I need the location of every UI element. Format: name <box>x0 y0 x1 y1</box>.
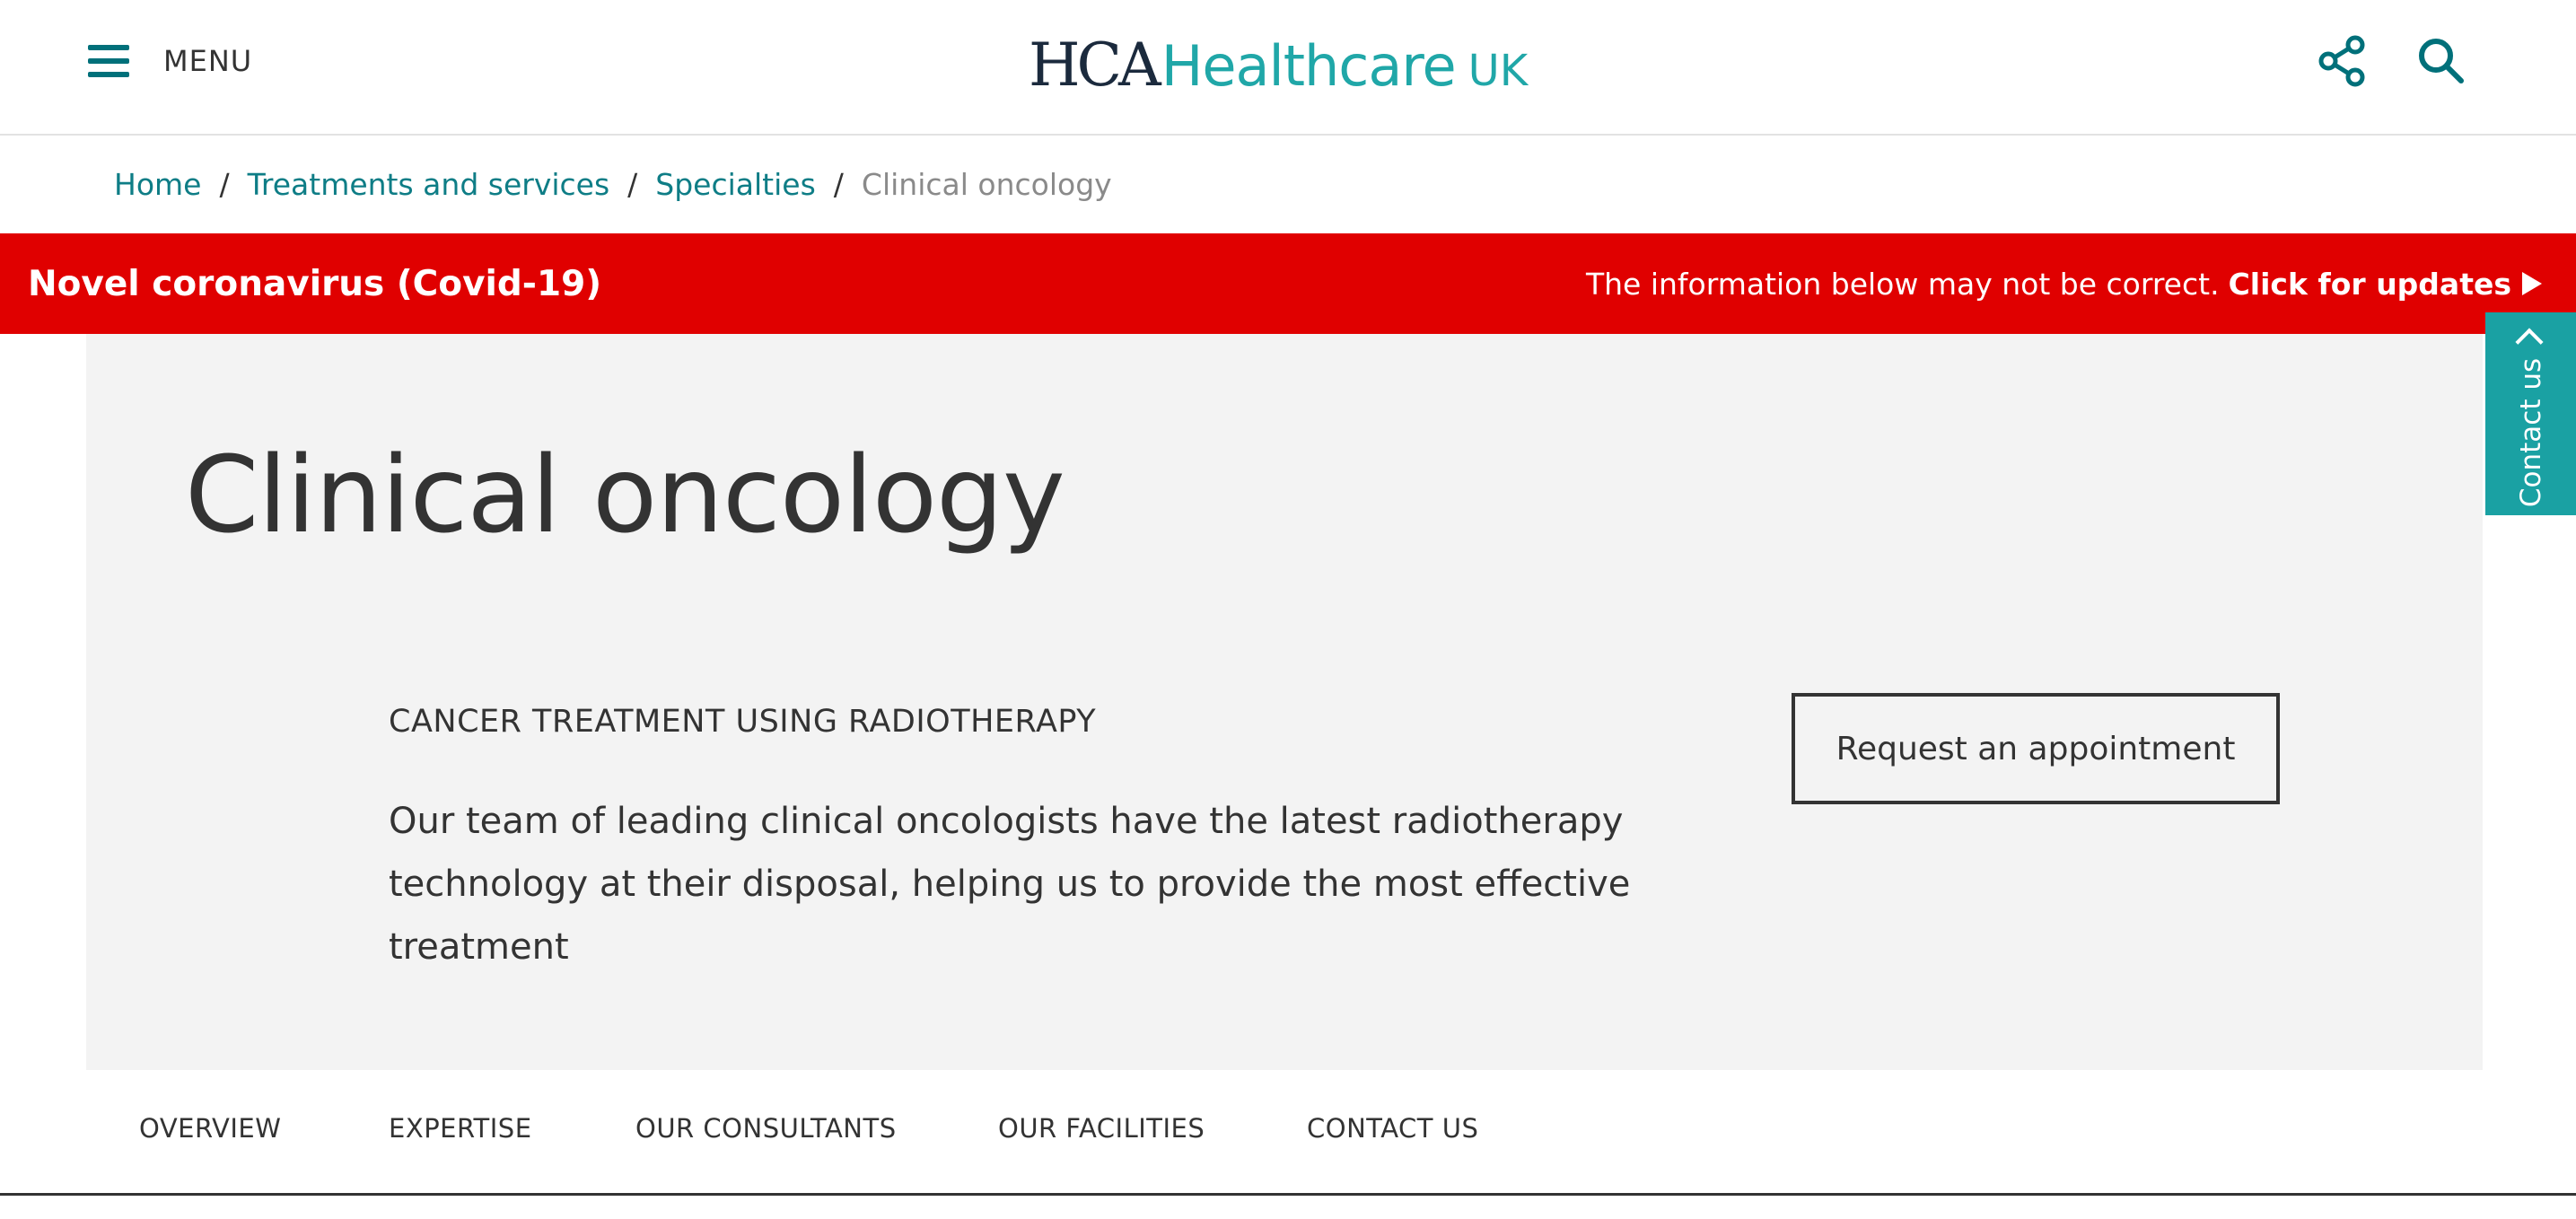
chevron-up-icon <box>2515 328 2543 355</box>
hamburger-icon <box>88 43 129 79</box>
hero-description: Our team of leading clinical oncologists have the latest radiotherapy technology at their disposal, helping us to provide the most effective treatment <box>389 801 1631 968</box>
contact-us-label: Contact us <box>2514 357 2547 508</box>
contact-us-tab[interactable] <box>2485 312 2576 515</box>
covid-banner-title: Novel coronavirus (Covid-19) <box>28 263 602 304</box>
play-arrow-icon <box>2522 272 2542 295</box>
logo-uk-text: UK <box>1468 46 1529 96</box>
breadcrumb-home[interactable]: Home <box>114 166 202 202</box>
tab-our-facilities[interactable]: OUR FACILITIES <box>998 1113 1205 1144</box>
tab-contact-us[interactable]: CONTACT US <box>1307 1113 1479 1144</box>
logo-hca-text: HCA <box>1029 31 1158 100</box>
site-header <box>0 0 2576 136</box>
breadcrumb-specialties[interactable]: Specialties <box>655 166 816 202</box>
hero-section <box>86 334 2483 1070</box>
menu-button[interactable] <box>88 36 252 86</box>
breadcrumb-treatments[interactable]: Treatments and services <box>247 166 610 202</box>
share-icon[interactable] <box>2316 34 2370 88</box>
breadcrumb-separator: / <box>833 166 844 202</box>
request-appointment-button[interactable]: Request an appointment <box>1792 693 2280 804</box>
search-icon[interactable] <box>2414 34 2468 88</box>
logo-healthcare-text: Healthcare <box>1161 33 1456 99</box>
menu-label: MENU <box>163 44 253 78</box>
hca-healthcare-logo[interactable] <box>1029 25 1528 106</box>
breadcrumb-separator: / <box>219 166 230 202</box>
covid-banner-message: The information below may not be correct. <box>1585 266 2220 302</box>
breadcrumb-current: Clinical oncology <box>861 166 1112 202</box>
covid-updates-label: Click for updates <box>2228 266 2511 302</box>
tab-expertise[interactable]: EXPERTISE <box>389 1113 532 1144</box>
tab-overview[interactable]: OVERVIEW <box>139 1113 282 1144</box>
covid-banner <box>0 233 2576 334</box>
section-tabs <box>0 1070 2576 1196</box>
tab-our-consultants[interactable]: OUR CONSULTANTS <box>635 1113 897 1144</box>
hero-subtitle: CANCER TREATMENT USING RADIOTHERAPY <box>389 704 1097 740</box>
breadcrumb-separator: / <box>627 166 638 202</box>
breadcrumb <box>114 162 1112 206</box>
covid-updates-link[interactable] <box>1586 233 2542 334</box>
page-title: Clinical oncology <box>185 433 1065 557</box>
